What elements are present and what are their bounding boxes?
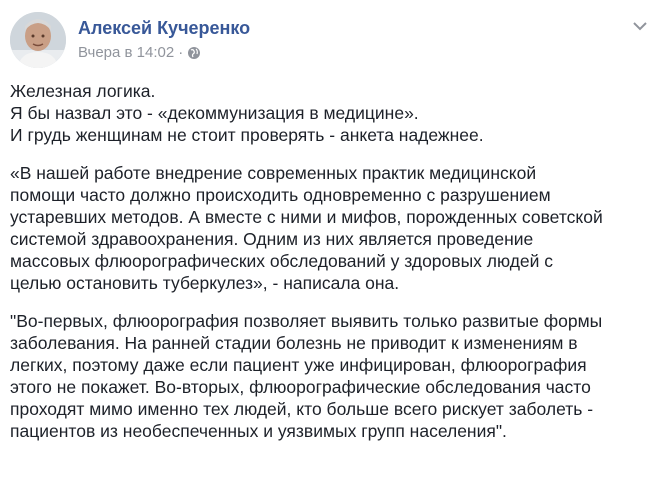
- text-line: Железная логика.: [10, 81, 156, 101]
- text-line: "Во-первых, флюорография позволяет выявить только развитые формы: [10, 311, 603, 331]
- post-header: [10, 12, 658, 72]
- text-line: легких, поэтому даже если пациент уже инфицирован, флюорография: [10, 355, 587, 375]
- paragraph-2: [10, 162, 656, 294]
- avatar[interactable]: [10, 12, 66, 68]
- text-line: системой здравоохранения. Одним из них является проведение: [10, 229, 534, 249]
- post-meta: [78, 44, 201, 61]
- text-line: устаревших методов. А вместе с ними и мифов, порожденных советской: [10, 207, 603, 227]
- text-line: заболевания. На ранней стадии болезнь не приводит к изменениям в: [10, 333, 578, 353]
- text-line: целью остановить туберкулез», - написала она.: [10, 273, 400, 293]
- post-text: [10, 80, 656, 458]
- text-line: массовых флюорографических обследований у здоровых людей с: [10, 251, 554, 271]
- text-line: И грудь женщинам не стоит проверять - анкета надежнее.: [10, 125, 484, 145]
- timestamp[interactable]: Вчера в 14:02: [78, 44, 175, 61]
- globe-icon: [187, 46, 201, 60]
- paragraph-1: [10, 80, 656, 146]
- chevron-down-icon[interactable]: [628, 14, 652, 38]
- text-line: «В нашей работе внедрение современных практик медицинской: [10, 163, 537, 183]
- paragraph-3: [10, 310, 656, 442]
- author-name[interactable]: Алексей Кучеренко: [78, 18, 251, 38]
- meta-separator: ·: [178, 44, 184, 61]
- text-line: пациентов из необеспеченных и уязвимых групп населения".: [10, 421, 507, 441]
- text-line: этого не покажет. Во-вторых, флюорографические обследования часто: [10, 377, 591, 397]
- text-line: проходят мимо именно тех людей, кто больше всего рискует заболеть -: [10, 399, 594, 419]
- text-line: помощи часто должно происходить одновременно с разрушением: [10, 185, 551, 205]
- text-line: Я бы назвал это - «декоммунизация в медицине».: [10, 103, 419, 123]
